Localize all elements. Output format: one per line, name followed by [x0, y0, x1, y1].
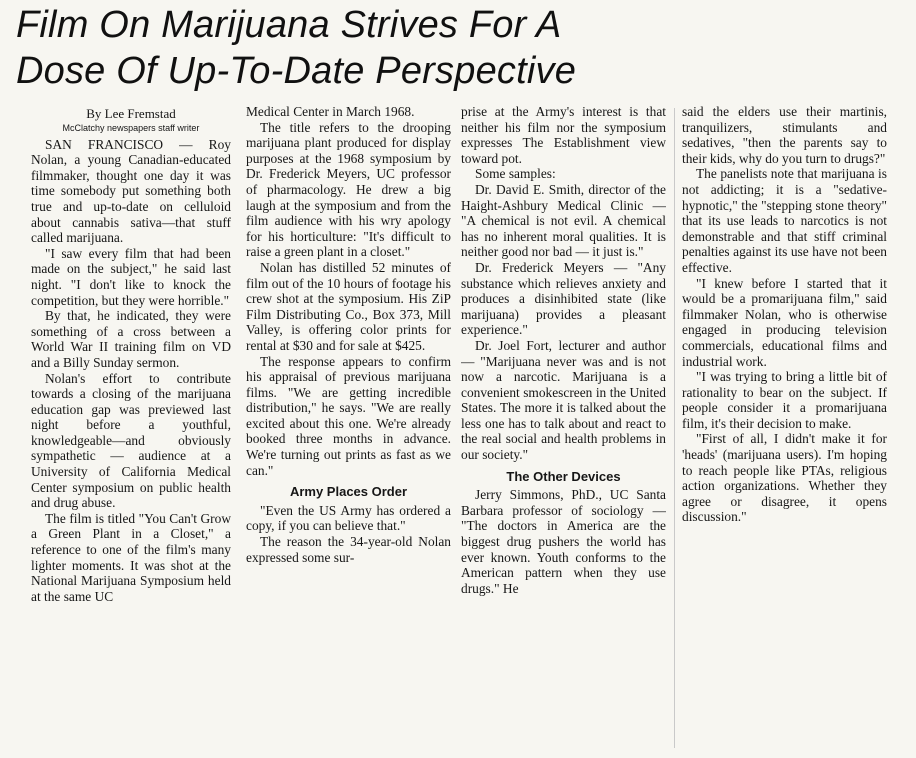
byline-credit: McClatchy newspapers staff writer: [62, 122, 200, 133]
paragraph: said the elders use their martinis, tranquilizers, stimulants and sedatives, "then the parents say to their kids, why do you turn to drugs?": [682, 104, 887, 166]
paragraph: Medical Center in March 1968.: [246, 104, 415, 119]
column-4: [682, 104, 887, 758]
paragraph: Jerry Simmons, PhD., UC Santa Barbara professor of sociology — "The doctors in America are the biggest drug pushers the world has ever known. Youth conforms to the American pattern when they use drugs." He: [461, 487, 666, 596]
subhead-army-places-order: Army Places Order: [289, 484, 408, 500]
paragraph: Dr. Frederick Meyers — "Any substance which relieves anxiety and produces a disinhibited state (like marijuana) provides a pleasant experience.": [461, 259, 666, 338]
paragraph: The response appears to confirm his appraisal of previous marijuana films. "We are getting incredible distribution," he says. "We are really excited about this one. We're already booked three months in advance. We're turning out prints as fast as we can.": [246, 353, 451, 478]
headline-line-2: Dose Of Up-To-Date Perspective: [16, 50, 577, 92]
paragraph: Nolan's effort to contribute towards a closing of the marijuana education gap was previewed last night before a youthful, knowledgeable—and obviously sympathetic — audience at a University of California Medical Center symposium on public health and drug abuse.: [31, 370, 231, 511]
paragraph: "I saw every film that had been made on the subject," he said last night. "I don't like to knock the competition, but they were horrible.": [31, 245, 231, 308]
paragraph: Dr. Joel Fort, lecturer and author — "Marijuana never was and is not now a narcotic. Marijuana is a convenient smokescreen in the United States. The more it is talked about the less one has to talk about and react to the real social and health problems in our society.": [461, 337, 666, 463]
paragraph: "First of all, I didn't make it for 'heads' (marijuana users). I'm hoping to reach people like PTAs, religious action organizations. Whether they agree or disagree, it opens discussion.": [682, 431, 887, 525]
paragraph: "I was trying to bring a little bit of rationality to bear on the subject. If people consider it a promarijuana film, it's their decision to make.: [682, 369, 887, 431]
paragraph: The title refers to the drooping marijuana plant produced for display purposes at the 1968 symposium by Dr. Frederick Meyers, UC professor of pharmacology. He drew a big laugh at the symposium and from the film audience with his wry apology for his horticulture: "It's difficult to raise a green plant in a closet.": [246, 119, 451, 260]
paragraph: "Even the US Army has ordered a copy, if you can believe that.": [246, 502, 451, 534]
paragraph: Nolan has distilled 52 minutes of film out of the 10 hours of footage his crew shot at the symposium. His ZiP Film Distributing Co., Box 373, Mill Valley, is offering color prints for rental at $30 and for sale at $425.: [246, 259, 451, 353]
paragraph: prise at the Army's interest is that neither his film nor the symposium expresses The Establishment view toward pot.: [461, 104, 666, 166]
paragraph: The film is titled "You Can't Grow a Green Plant in a Closet," a reference to one of the film's many lighter moments. It was shot at the National Marijuana Symposium held at the same UC: [31, 510, 231, 604]
column-3: [461, 104, 666, 758]
column-divider: [674, 108, 675, 748]
paragraph: The panelists note that marijuana is not addicting; it is a "sedative-hypnotic," the "stepping stone theory" that its use leads to narcotics is not demonstrable and that stiff criminal penalties against its use have not been effective.: [682, 166, 887, 275]
subhead-the-other-devices: The Other Devices: [506, 468, 621, 484]
paragraph: The reason the 34-year-old Nolan expressed some sur-: [246, 534, 451, 565]
headline-line-1: Film On Marijuana Strives For A: [16, 4, 562, 46]
paragraph: Dr. David E. Smith, director of the Haight-Ashbury Medical Clinic — "A chemical is not evil. A chemical has no inherent moral qualities. It is neither good nor bad — it just is.": [461, 181, 666, 260]
paragraph: "I knew before I started that it would be a promarijuana film," said filmmaker Nolan, who is otherwise engaged in producing television commercials, educational films and industrial work.: [682, 275, 887, 369]
paragraph: SAN FRANCISCO — Roy Nolan, a young Canadian-educated filmmaker, thought one day it was time somebody put something both true and up-to-date on celluloid about cannabis sativa—that stuff called marijuana.: [31, 136, 231, 246]
paragraph: Some samples:: [475, 166, 556, 182]
paragraph: By that, he indicated, they were something of a cross between a World War II training film on VD and a Billy Sunday sermon.: [31, 308, 231, 370]
column-1: [31, 104, 231, 758]
byline: By Lee Fremstad: [86, 106, 176, 121]
headline: [16, 2, 896, 94]
column-2: [246, 104, 451, 758]
